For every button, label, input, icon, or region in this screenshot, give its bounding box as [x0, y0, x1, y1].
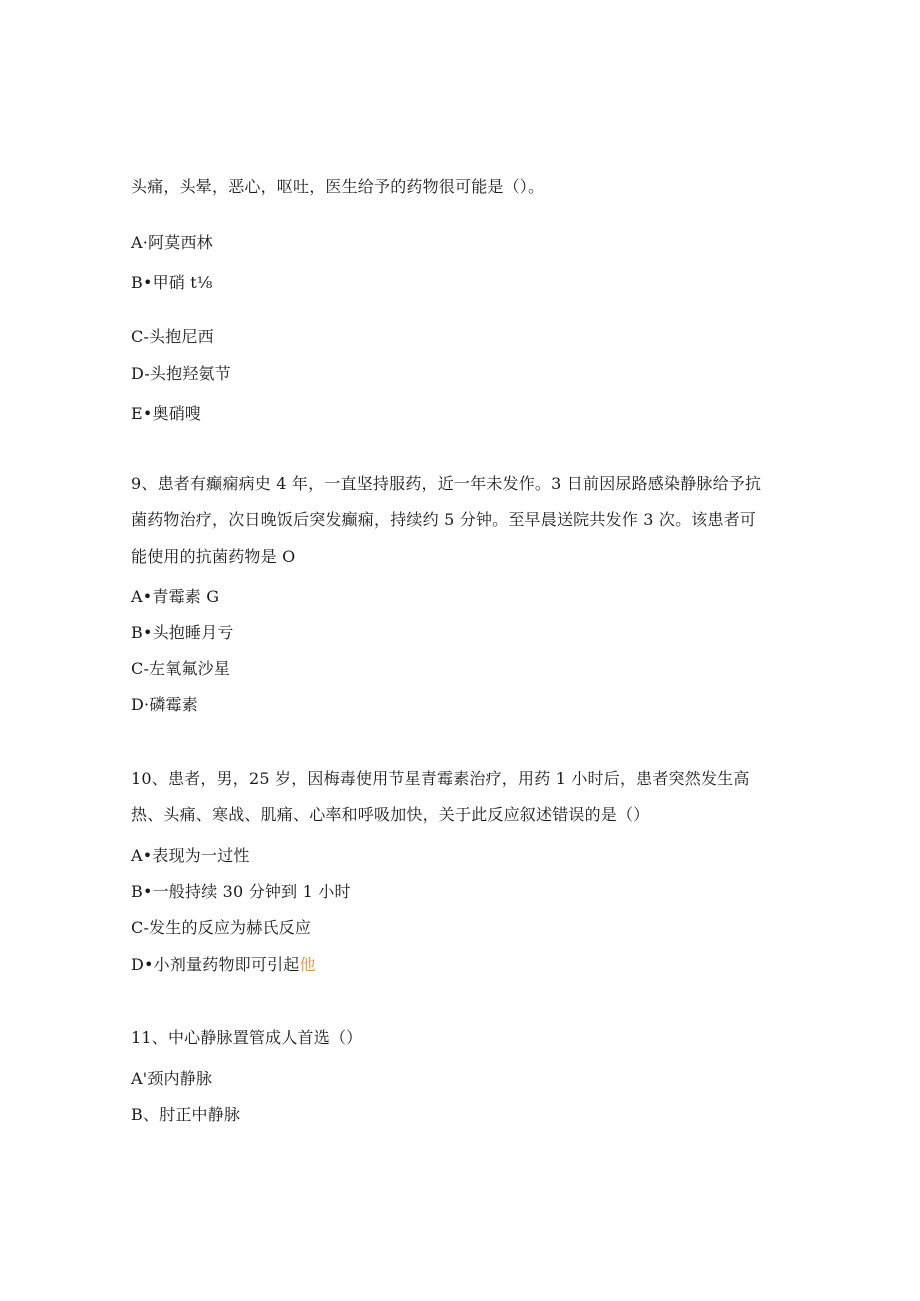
q8-option-c: C-头抱尼西: [131, 327, 214, 346]
q10-option-d-tail: 他: [299, 955, 316, 974]
q9-stem-line-2: 菌药物治疗，次日晚饭后突发癫痫，持续约 5 分钟。至早晨送院共发作 3 次。该患者可: [131, 510, 757, 529]
q10-option-b: B•一般持续 30 分钟到 1 小时: [131, 882, 351, 901]
q11-stem: 11、中心静脉置管成人首选（）: [131, 1028, 363, 1047]
q10-stem-line-1: 10、患者，男，25 岁，因梅毒使用节星青霉素治疗，用药 1 小时后，患者突然发生高: [131, 769, 750, 788]
q11-option-a: A'颈内静脉: [131, 1069, 213, 1088]
q8-option-b: B•甲硝 t⅛: [131, 273, 213, 292]
q8-option-e: E•奥硝嗖: [131, 404, 202, 423]
q10-option-d: [131, 955, 316, 975]
q10-option-d-text: D•小剂量药物即可引起: [131, 955, 300, 974]
q10-option-c: C-发生的反应为赫氏反应: [131, 918, 312, 937]
q8-option-d: D-头抱羟氨节: [131, 364, 231, 383]
q9-option-b: B•头抱睡月亏: [131, 623, 234, 642]
q10-option-a: A•表现为一过性: [131, 846, 250, 865]
q9-option-d: D·磷霉素: [131, 695, 198, 714]
q9-option-a: A•青霉素 G: [131, 587, 220, 606]
q9-stem-line-3: 能使用的抗菌药物是 O: [131, 547, 296, 566]
q9-option-c: C-左氧氟沙星: [131, 659, 231, 678]
q10-stem-line-2: 热、头痛、寒战、肌痛、心率和呼吸加快，关于此反应叙述错误的是（）: [131, 805, 650, 824]
q9-stem-line-1: 9、患者有癫痫病史 4 年，一直坚持服药，近一年未发作。3 日前因尿路感染静脉给予抗: [131, 474, 762, 493]
q8-stem: 头痛，头晕，恶心，呕吐，医生给予的药物很可能是（）。: [131, 177, 545, 196]
q11-option-b: B、肘正中静脉: [131, 1105, 241, 1124]
q8-option-a: A·阿莫西林: [131, 233, 213, 252]
